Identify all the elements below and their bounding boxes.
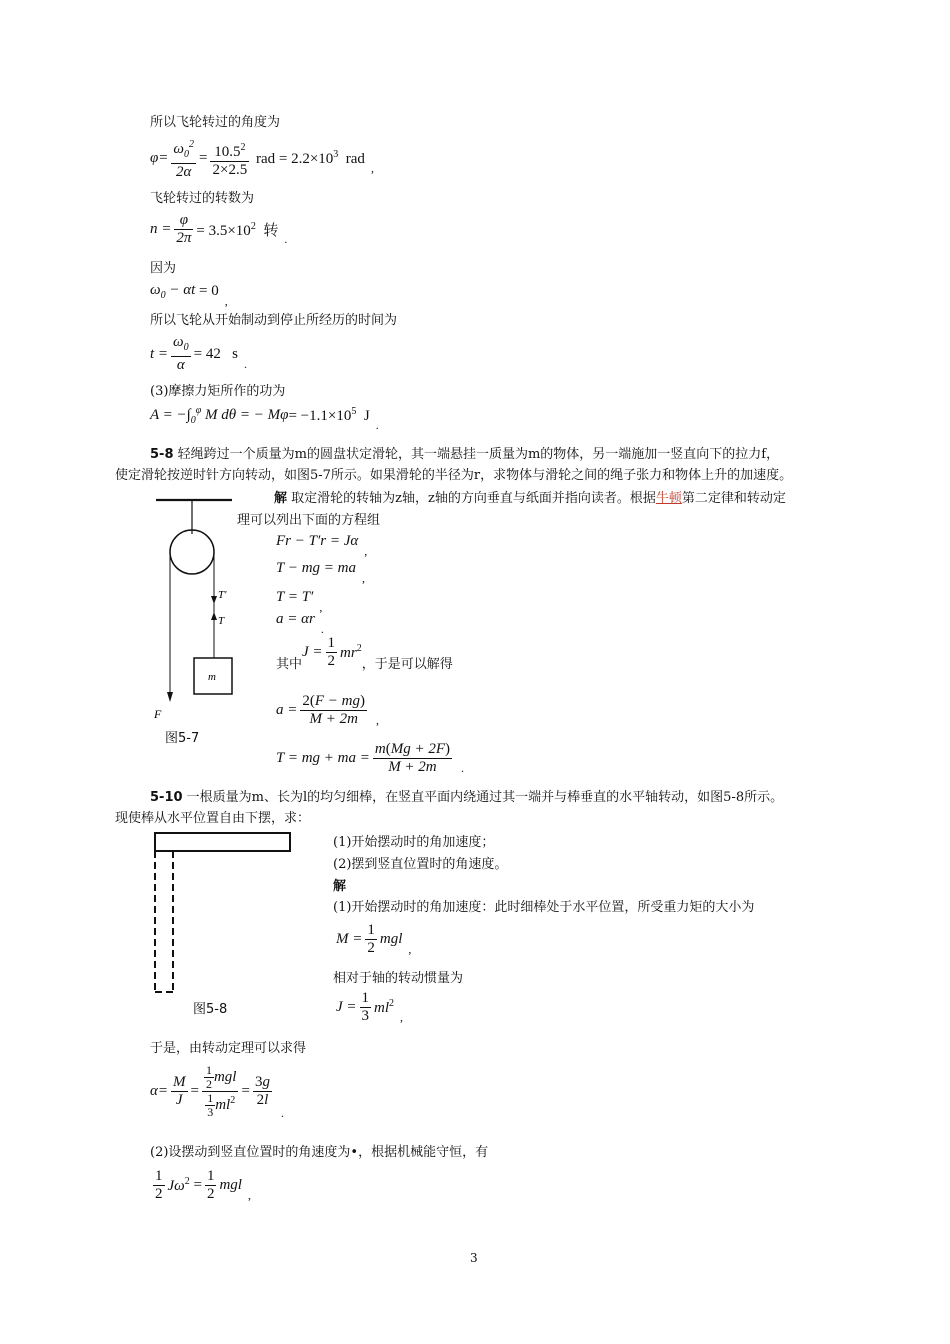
figure-5-7-pulley [150,494,240,722]
eq-a-result: a = $\frac{2(F - mg)}{M + 2m}$ , [276,693,379,727]
text-because: 因为 [150,261,177,276]
equation-n: n = $\frac{\varphi}{2\pi}$ = $3.5\times 10^2$ 转 . [150,212,288,246]
solution-5-8-line1: 解 取定滑轮的转轴为z轴，z轴的方向垂直与纸面并指向读者。根据牛顿第二定律和转动定 [274,491,786,506]
eq-gravity-torque: M = $\frac{1}{2}$ mgl , [336,922,412,956]
eq-energy-conservation: $\frac{1}{2}$ $J\omega^2$ = $\frac{1}{2}$ mgl , [155,1168,251,1202]
text-time-intro: 所以飞轮从开始制动到停止所经历的时间为 [150,313,398,328]
text-work-intro: (3)摩擦力矩所作的功为 [150,384,286,399]
page-number: 3 [470,1251,478,1265]
figure-5-8-caption: 图5-8 [193,1002,228,1017]
problem-5-10-line1: 5-10 一根质量为m、长为l的均匀细棒，在竖直平面内绕通过其一端并与棒垂直的水平轴转动，如图5-8所示。 [150,790,784,805]
eq-alpha-result: α= $\frac{M}{J}$ = $\frac{1}{2}$ mgl $\frac{1}{3}$ $ml^2$ = $\frac{3g}{2l}$ . [150,1063,284,1121]
label-f: F [154,707,162,721]
omega-symbol: • [350,1145,359,1160]
figure-5-7-caption: 图5-7 [165,731,200,746]
pulley-wheel [170,530,214,574]
equation-phi: φ= $\frac{\omega_0^2}{2\alpha}$ = $\frac{10.5^2}{2\times 2.5}$ rad = $2.2\times 10^3$ rad , [150,136,374,181]
question-2: (2)摆到竖直位置时的角速度。 [333,857,508,872]
horizontal-rod [155,833,290,851]
question-1: (1)开始摆动时的角加速度； [333,835,495,850]
text-turns-intro: 飞轮转过的转数为 [150,191,255,206]
label-m: m [208,671,216,683]
equation-t: t = $\frac{\omega_0}{\alpha}$ = 42 s . [150,334,247,373]
label-t: T [218,615,225,627]
problem-number: 5-10 [150,790,183,805]
label-t-prime: T' [218,589,227,601]
tension-arrow-up [211,612,217,620]
problem-5-8-line1: 5-8 轻绳跨过一个质量为m的圆盘状定滑轮，其一端悬挂一质量为m的物体，另一端施加一竖直向下的拉力f， [150,447,780,462]
text-angle-intro: 所以飞轮转过的角度为 [150,115,281,130]
problem-5-10-line2: 现使棒从水平位置自由下摆，求： [115,811,311,826]
eq-accel-alpha: a = αr . [276,611,324,636]
line-inertia: 其中 J = $\frac{1}{2}$ $mr^2$ ，于是可以解得 [276,635,453,672]
solution-5-8-line2: 理可以列出下面的方程组 [237,513,381,528]
text-inertia-intro: 相对于轴的转动惯量为 [333,971,464,986]
problem-number: 5-8 [150,447,174,462]
equation-work: $A = -\int_0^\varphi$ M dθ = − Mφ = $-1.1\times 10^5$ J . [150,405,379,432]
eq-torque: Fr − T′r = Jα , [276,533,368,558]
newton-link[interactable]: 牛顿 [655,491,682,506]
force-arrow-head [167,692,173,702]
problem-5-8-line2: 使定滑轮按逆时针方向转动，如图5-7所示。如果滑轮的半径为r，求物体与滑轮之间的绳子张力和物体上升的加速度。 [115,468,793,483]
figure-5-8-rod [150,830,295,1000]
solution-step-1: (1)开始摆动时的角加速度：此时细棒处于水平位置，所受重力矩的大小为 [333,900,755,915]
equation-omega-zero: $\omega_0 - \alpha t$ = 0 , [150,282,228,308]
eq-t-result: T = mg + ma = $\frac{m(Mg + 2F)}{M + 2m}$ . [276,741,464,775]
eq-tension-equal: T = T′ , [276,589,323,614]
solution-label: 解 [333,879,347,894]
solution-step-2: (2)设摆动到竖直位置时的角速度为•，根据机械能守恒，有 [150,1145,489,1160]
text-rotation-law: 于是，由转动定理可以求得 [150,1041,307,1056]
eq-newton: T − mg = ma , [276,560,365,585]
eq-rod-inertia: J = $\frac{1}{3}$ $ml^2$ , [336,990,404,1024]
tension-arrow-down [211,596,217,604]
